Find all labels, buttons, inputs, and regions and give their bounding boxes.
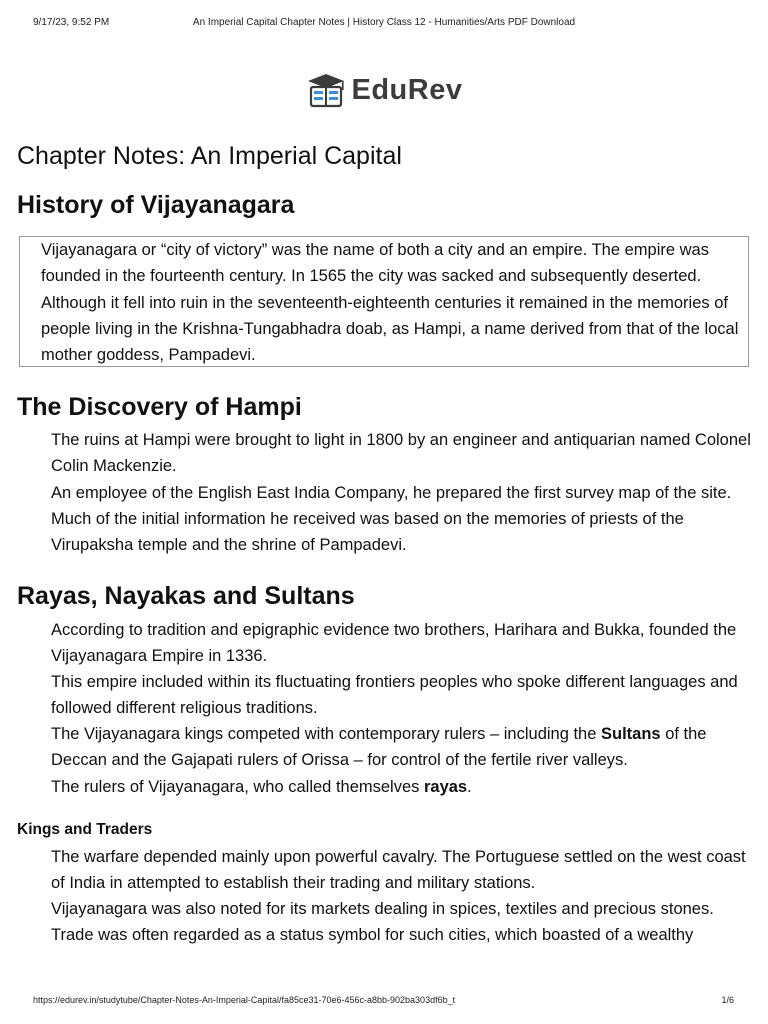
print-footer <box>0 995 768 1009</box>
page-url: https://edurev.in/studytube/Chapter-Notes-An-Imperial-Capital/fa85ce31-70e6-456c-a8bb-902ba303df6b_t <box>33 995 456 1005</box>
subsection-heading-kings: Kings and Traders <box>17 821 153 838</box>
print-date: 9/17/23, 9:52 PM <box>33 17 110 28</box>
page-number: 1/6 <box>721 995 734 1005</box>
rayas-paragraph-1: According to tradition and epigraphic evidence two brothers, Harihara and Bukka, founded the Vijayanagara Empire in 1336. <box>51 621 737 666</box>
print-document-title: An Imperial Capital Chapter Notes | History Class 12 - Humanities/Arts PDF Download <box>192 17 576 28</box>
text-run: . <box>467 778 472 796</box>
rayas-paragraph-4 <box>51 774 763 800</box>
graduation-cap-book-icon <box>306 72 346 108</box>
history-paragraph: Vijayanagara or “city of victory” was the name of both a city and an empire. The empire was founded in the fourteenth century. In 1565 the city was sacked and subsequently deserted. Although it fell into ruin in the seventeenth-eighteenth centuries it remained in the memories of people living in the Krishna-Tungabhadra doab, as Hampi, a name derived from that of the local mother goddess, Pampadevi. <box>41 241 739 365</box>
page-title: Chapter Notes: An Imperial Capital <box>17 142 402 170</box>
text-run: The Vijayanagara kings competed with contemporary rulers – including the <box>51 725 601 743</box>
section-heading-discovery: The Discovery of Hampi <box>17 393 302 421</box>
logo-text: EduRev <box>351 73 463 106</box>
kings-paragraph-2: Vijayanagara was also noted for its markets dealing in spices, textiles and precious stones. <box>51 900 714 918</box>
edurev-logo[interactable] <box>0 72 768 108</box>
section-heading-rayas: Rayas, Nayakas and Sultans <box>17 582 355 610</box>
text-run: The rulers of Vijayanagara, who called themselves <box>51 778 424 796</box>
bold-term-rayas: rayas <box>423 778 468 796</box>
kings-paragraph-3: Trade was often regarded as a status symbol for such cities, which boasted of a wealthy <box>51 926 694 944</box>
section-heading-history: History of Vijayanagara <box>17 191 295 219</box>
rayas-paragraph-2: This empire included within its fluctuating frontiers peoples who spoke different languages and followed different religious traditions. <box>51 673 738 718</box>
bold-term-sultans: Sultans <box>601 725 661 743</box>
discovery-paragraph-2: An employee of the English East India Company, he prepared the first survey map of the site. Much of the initial information he received was based on the memories of priests of the Virupaksha temple and the shrine of Pampadevi. <box>51 484 732 555</box>
text-run: of the Deccan and the Gajapati rulers of Orissa – for control of the fertile river valleys. <box>51 725 707 770</box>
kings-paragraph-1: The warfare depended mainly upon powerful cavalry. The Portuguese settled on the west coast of India in attempted to establish their trading and military stations. <box>51 848 746 893</box>
rayas-paragraph-3 <box>51 721 763 773</box>
discovery-paragraph-1: The ruins at Hampi were brought to light in 1800 by an engineer and antiquarian named Colonel Colin Mackenzie. <box>51 431 751 476</box>
print-header <box>0 17 768 31</box>
